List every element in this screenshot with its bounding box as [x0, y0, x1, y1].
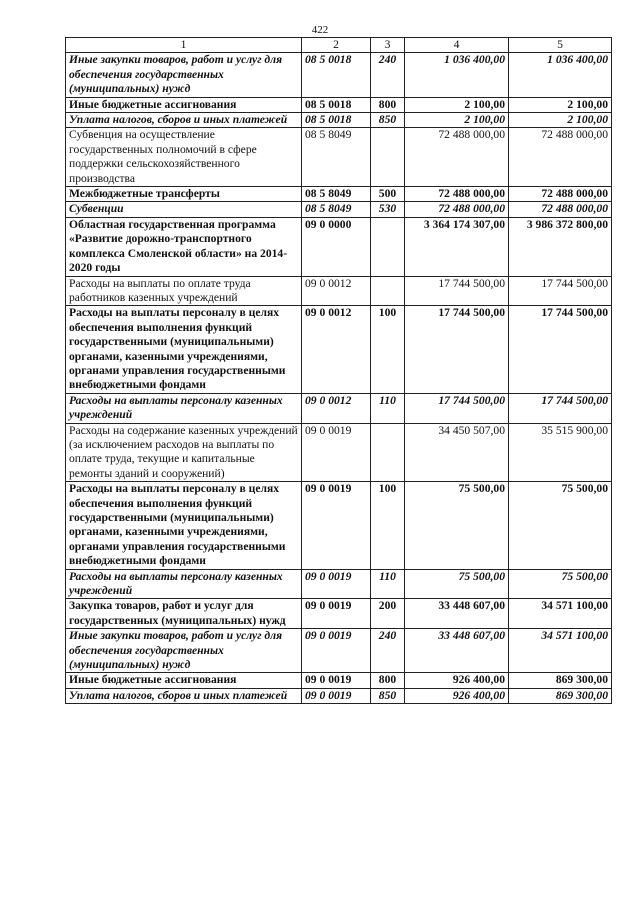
row-code-cell: 09 0 0019 — [302, 599, 371, 629]
row-expense-type-cell: 240 — [371, 629, 405, 673]
row-name-cell: Уплата налогов, сборов и иных платежей — [66, 688, 302, 703]
row-expense-type-cell — [371, 423, 405, 482]
table-row — [66, 673, 612, 688]
row-name-cell: Расходы на выплаты персоналу в целях обеспечения выполнения функций государственными (муниципальными) органами, казенными учреждениями, органами управления государственными внебюджетными фондами — [66, 482, 302, 569]
row-sum-2014-cell: 926 400,00 — [405, 673, 509, 688]
table-row — [66, 688, 612, 703]
row-sum-2014-cell: 926 400,00 — [405, 688, 509, 703]
row-sum-2015-cell: 34 571 100,00 — [509, 599, 612, 629]
row-code-cell: 08 5 8049 — [302, 187, 371, 202]
row-code-cell: 09 0 0019 — [302, 482, 371, 569]
row-sum-2014-cell: 1 036 400,00 — [405, 53, 509, 97]
row-expense-type-cell — [371, 128, 405, 187]
table-row — [66, 629, 612, 673]
row-sum-2014-cell: 75 500,00 — [405, 482, 509, 569]
column-header: 1 — [66, 38, 302, 53]
row-sum-2015-cell: 1 036 400,00 — [509, 53, 612, 97]
row-sum-2014-cell: 34 450 507,00 — [405, 423, 509, 482]
row-sum-2015-cell: 35 515 900,00 — [509, 423, 612, 482]
table-row — [66, 202, 612, 217]
row-sum-2015-cell: 72 488 000,00 — [509, 187, 612, 202]
table-row — [66, 53, 612, 97]
row-code-cell: 08 5 0018 — [302, 53, 371, 97]
row-code-cell: 09 0 0019 — [302, 629, 371, 673]
column-header: 2 — [302, 38, 371, 53]
table-row — [66, 306, 612, 393]
row-code-cell: 08 5 0018 — [302, 113, 371, 128]
row-sum-2014-cell: 17 744 500,00 — [405, 306, 509, 393]
row-code-cell: 08 5 8049 — [302, 202, 371, 217]
table-row — [66, 393, 612, 423]
row-sum-2015-cell: 34 571 100,00 — [509, 629, 612, 673]
row-expense-type-cell: 530 — [371, 202, 405, 217]
row-sum-2015-cell: 72 488 000,00 — [509, 202, 612, 217]
row-code-cell: 09 0 0012 — [302, 306, 371, 393]
table-row — [66, 569, 612, 599]
table-row — [66, 128, 612, 187]
row-name-cell: Иные закупки товаров, работ и услуг для обеспечения государственных (муниципальных) нужд — [66, 53, 302, 97]
row-code-cell: 09 0 0019 — [302, 569, 371, 599]
row-name-cell: Расходы на выплаты персоналу казенных учреждений — [66, 569, 302, 599]
row-sum-2015-cell: 869 300,00 — [509, 673, 612, 688]
table-row — [66, 423, 612, 482]
row-name-cell: Иные бюджетные ассигнования — [66, 673, 302, 688]
table-row — [66, 599, 612, 629]
row-expense-type-cell: 240 — [371, 53, 405, 97]
row-expense-type-cell: 800 — [371, 97, 405, 112]
row-code-cell: 09 0 0019 — [302, 688, 371, 703]
row-code-cell: 09 0 0019 — [302, 423, 371, 482]
row-name-cell: Расходы на выплаты персоналу в целях обеспечения выполнения функций государственными (муниципальными) органами, казенными учреждениями, органами управления государственными внебюджетными фондами — [66, 306, 302, 393]
row-sum-2015-cell: 2 100,00 — [509, 97, 612, 112]
row-code-cell: 08 5 8049 — [302, 128, 371, 187]
row-sum-2014-cell: 17 744 500,00 — [405, 276, 509, 306]
row-sum-2015-cell: 2 100,00 — [509, 113, 612, 128]
row-name-cell: Межбюджетные трансферты — [66, 187, 302, 202]
row-sum-2014-cell: 75 500,00 — [405, 569, 509, 599]
table-row — [66, 217, 612, 276]
page-number: 422 — [311, 24, 329, 36]
column-number-row — [66, 38, 612, 53]
row-expense-type-cell: 110 — [371, 393, 405, 423]
row-sum-2014-cell: 33 448 607,00 — [405, 599, 509, 629]
row-sum-2014-cell: 3 364 174 307,00 — [405, 217, 509, 276]
row-sum-2015-cell: 869 300,00 — [509, 688, 612, 703]
row-code-cell: 09 0 0000 — [302, 217, 371, 276]
row-sum-2014-cell: 72 488 000,00 — [405, 128, 509, 187]
row-sum-2014-cell: 33 448 607,00 — [405, 629, 509, 673]
row-code-cell: 08 5 0018 — [302, 97, 371, 112]
column-header: 5 — [509, 38, 612, 53]
table-row — [66, 482, 612, 569]
row-sum-2014-cell: 72 488 000,00 — [405, 187, 509, 202]
row-name-cell: Иные закупки товаров, работ и услуг для обеспечения государственных (муниципальных) нужд — [66, 629, 302, 673]
row-sum-2015-cell: 17 744 500,00 — [509, 306, 612, 393]
row-sum-2015-cell: 75 500,00 — [509, 569, 612, 599]
row-expense-type-cell: 100 — [371, 482, 405, 569]
row-name-cell: Расходы на выплаты по оплате труда работников казенных учреждений — [66, 276, 302, 306]
table-row — [66, 113, 612, 128]
row-expense-type-cell: 100 — [371, 306, 405, 393]
row-name-cell: Закупка товаров, работ и услуг для государственных (муниципальных) нужд — [66, 599, 302, 629]
table-row — [66, 276, 612, 306]
budget-table — [65, 37, 612, 704]
row-name-cell: Уплата налогов, сборов и иных платежей — [66, 113, 302, 128]
row-sum-2014-cell: 2 100,00 — [405, 97, 509, 112]
row-name-cell: Субвенции — [66, 202, 302, 217]
row-sum-2014-cell: 17 744 500,00 — [405, 393, 509, 423]
table-row — [66, 97, 612, 112]
row-expense-type-cell: 850 — [371, 688, 405, 703]
table-row — [66, 187, 612, 202]
row-expense-type-cell: 850 — [371, 113, 405, 128]
row-sum-2015-cell: 75 500,00 — [509, 482, 612, 569]
column-header: 4 — [405, 38, 509, 53]
row-expense-type-cell: 500 — [371, 187, 405, 202]
row-name-cell: Иные бюджетные ассигнования — [66, 97, 302, 112]
row-expense-type-cell: 800 — [371, 673, 405, 688]
row-sum-2015-cell: 17 744 500,00 — [509, 276, 612, 306]
row-sum-2015-cell: 17 744 500,00 — [509, 393, 612, 423]
row-name-cell: Расходы на выплаты персоналу казенных учреждений — [66, 393, 302, 423]
row-code-cell: 09 0 0019 — [302, 673, 371, 688]
table-body — [66, 53, 612, 704]
row-sum-2014-cell: 72 488 000,00 — [405, 202, 509, 217]
row-expense-type-cell: 110 — [371, 569, 405, 599]
column-header: 3 — [371, 38, 405, 53]
row-code-cell: 09 0 0012 — [302, 393, 371, 423]
row-name-cell: Областная государственная программа «Развитие дорожно-транспортного комплекса Смоленской области» на 2014-2020 годы — [66, 217, 302, 276]
row-name-cell: Расходы на содержание казенных учреждений (за исключением расходов на выплаты по оплате труда, текущие и капитальные ремонты зданий и сооружений) — [66, 423, 302, 482]
row-sum-2015-cell: 72 488 000,00 — [509, 128, 612, 187]
row-expense-type-cell — [371, 276, 405, 306]
row-expense-type-cell — [371, 217, 405, 276]
row-name-cell: Субвенция на осуществление государственных полномочий в сфере поддержки сельскохозяйственного производства — [66, 128, 302, 187]
row-sum-2015-cell: 3 986 372 800,00 — [509, 217, 612, 276]
row-expense-type-cell: 200 — [371, 599, 405, 629]
row-code-cell: 09 0 0012 — [302, 276, 371, 306]
row-sum-2014-cell: 2 100,00 — [405, 113, 509, 128]
